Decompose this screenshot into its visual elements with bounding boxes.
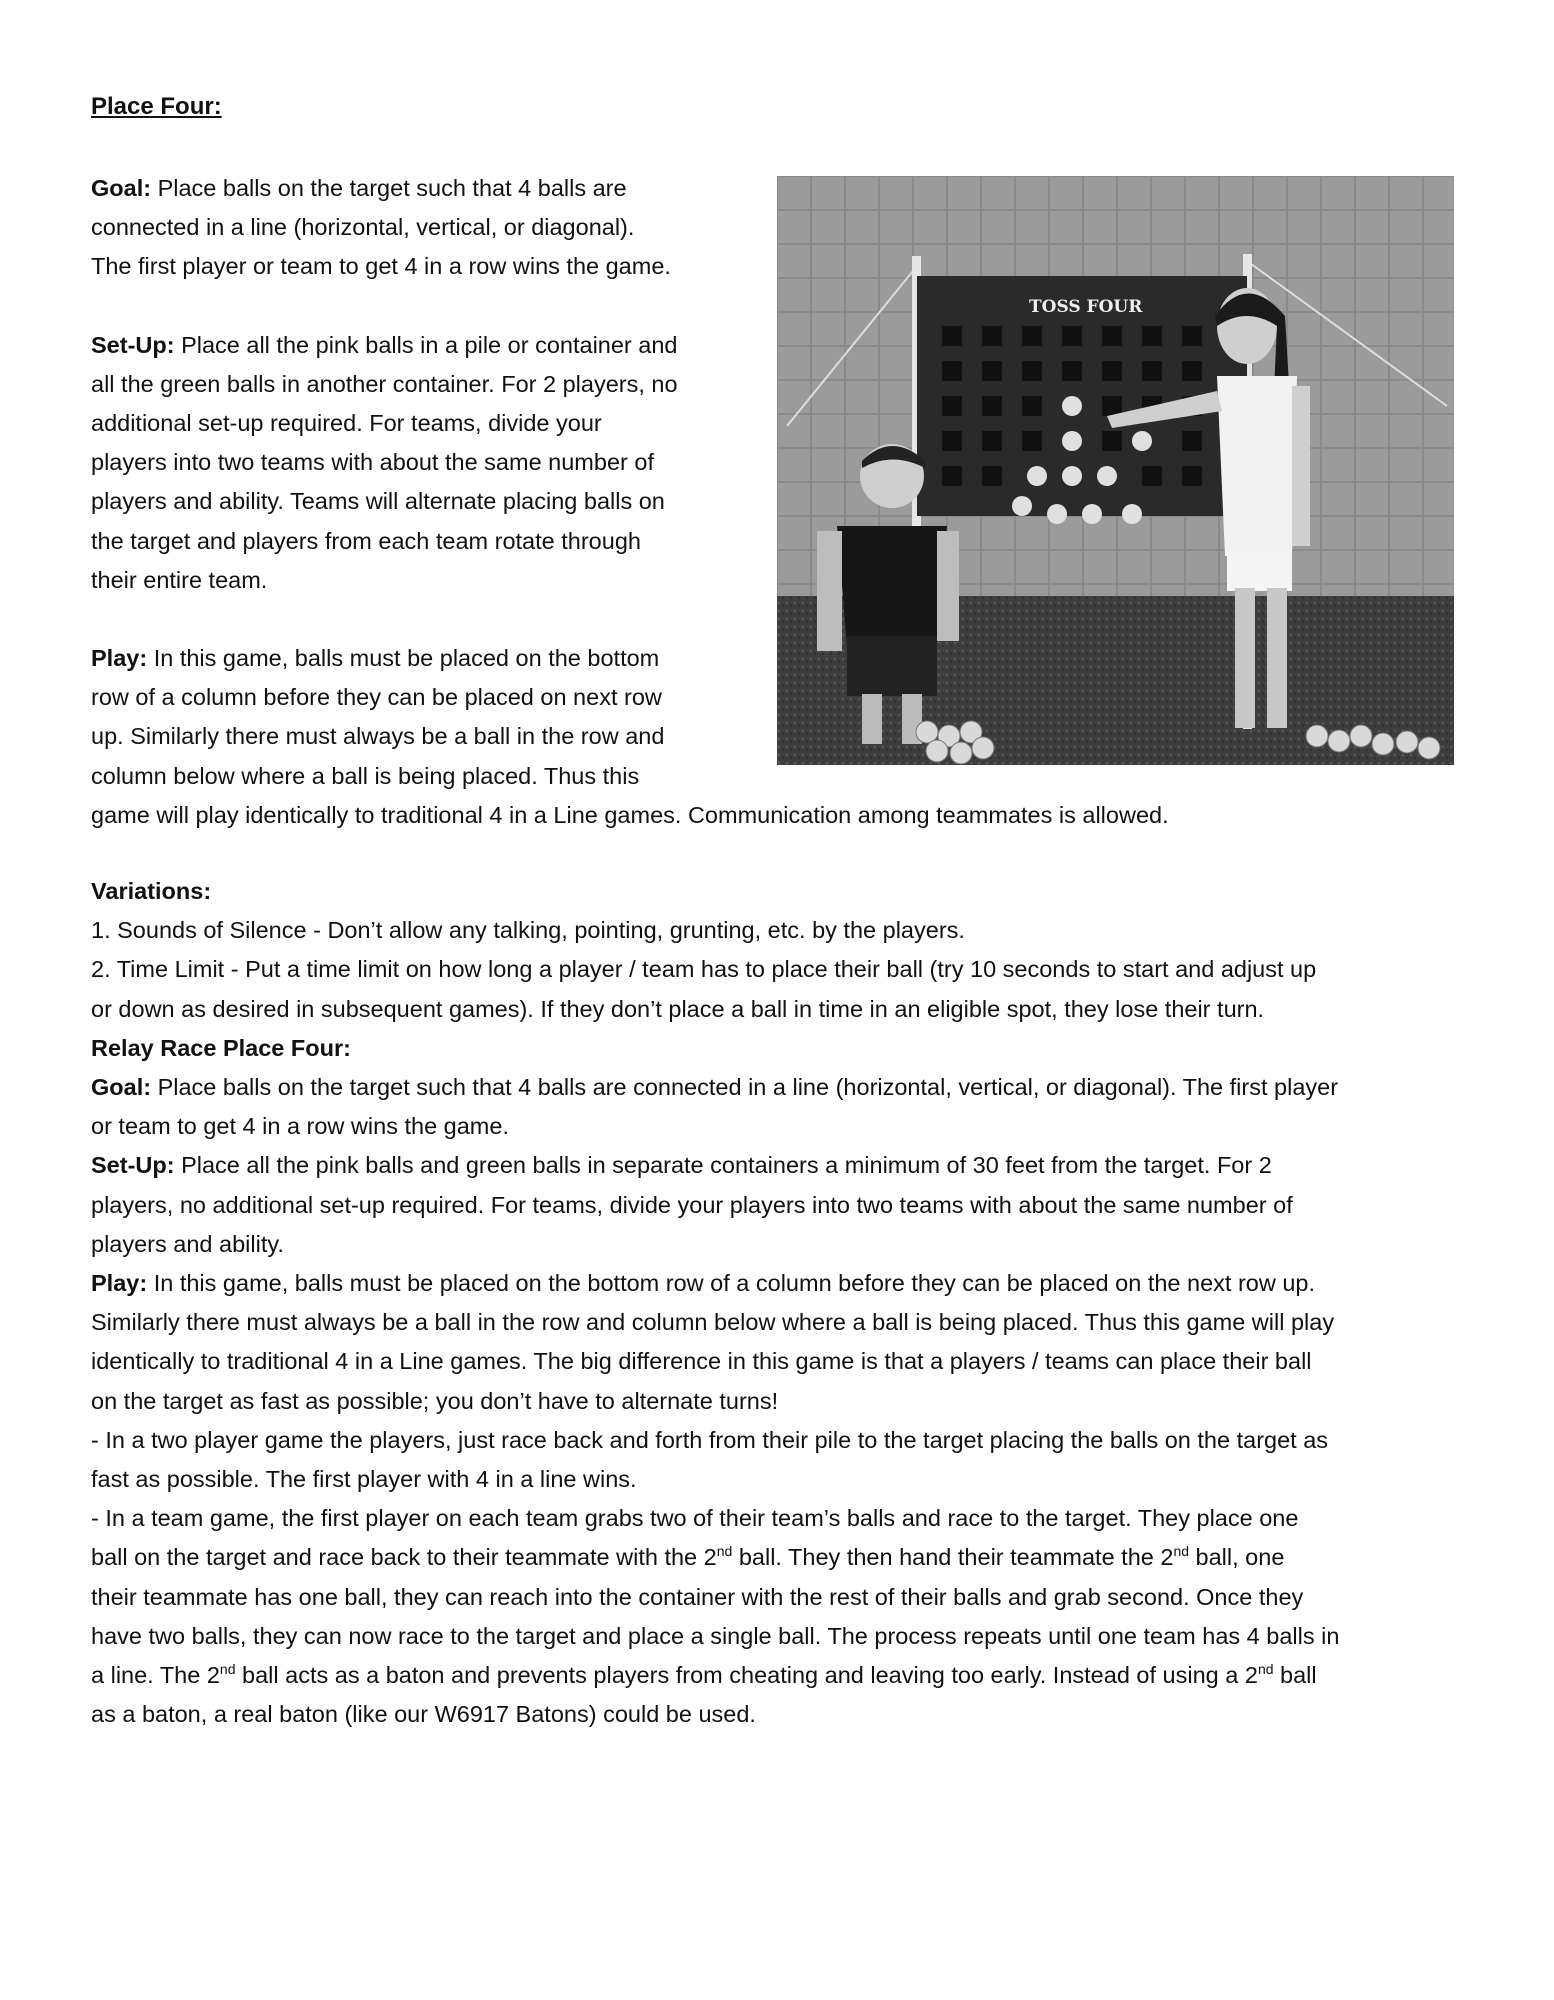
intro-setup-line: their entire team. [91,566,268,593]
intro-goal-line: connected in a line (horizontal, vertical, or diagonal). [91,214,635,241]
intro-setup-line: Set-Up: Place all the pink balls in a pile or container and [91,331,678,358]
intro-setup-line: additional set-up required. For teams, divide your [91,410,602,437]
page-title: Place Four: [91,93,222,120]
relay-setup-line: Set-Up: Place all the pink balls and green balls in separate containers a minimum of 30 feet from the target. For 2 [91,1152,1272,1179]
team-line: as a baton, a real baton (like our W6917 Batons) could be used. [91,1701,756,1728]
intro-goal-line: The first player or team to get 4 in a row wins the game. [91,253,671,280]
team-line: have two balls, they can now race to the target and place a single ball. The process repeats until one team has 4 balls in [91,1622,1340,1649]
team-line: - In a team game, the first player on each team grabs two of their team’s balls and race to the target. They place one [91,1505,1299,1532]
variation-item: 2. Time Limit - Put a time limit on how long a player / team has to place their ball (try 10 seconds to start and adjust up [91,956,1317,983]
goal-label: Goal: [91,175,152,201]
two-player-line: fast as possible. The first player with 4 in a line wins. [91,1466,637,1493]
intro-play-line: game will play identically to traditional 4 in a Line games. Communication among teammates is allowed. [91,801,1169,828]
relay-setup-line: players, no additional set-up required. For teams, divide your players into two teams with about the same number of [91,1191,1293,1218]
intro-goal-line: Goal: Place balls on the target such that 4 balls are [91,175,627,201]
relay-setup-line: players and ability. [91,1230,284,1257]
relay-goal-line: or team to get 4 in a row wins the game. [91,1113,509,1140]
team-line: a line. The 2nd ball acts as a baton and prevents players from cheating and leaving too early. Instead of using a 2nd ball [91,1661,1317,1689]
team-line: their teammate has one ball, they can reach into the container with the rest of their balls and grab second. Once they [91,1583,1304,1610]
variations-section [91,872,1339,1734]
intro-play-line: up. Similarly there must always be a ball in the row and [91,723,665,750]
intro-setup-line: all the green balls in another container. For 2 players, no [91,370,678,397]
variation-item: 1. Sounds of Silence - Don’t allow any talking, pointing, grunting, etc. by the players. [91,917,965,944]
relay-heading: Relay Race Place Four: [91,1034,351,1061]
intro-setup-line: players and ability. Teams will alternate placing balls on [91,488,665,515]
relay-play-line: Similarly there must always be a ball in the row and column below where a ball is being placed. Thus this game will play [91,1309,1335,1336]
relay-play-label: Play: [91,1270,148,1297]
variation-item: or down as desired in subsequent games). If they don’t place a ball in time in an eligible spot, they lose their turn. [91,995,1265,1022]
relay-play-line: Play: In this game, balls must be placed on the bottom row of a column before they can be placed on the next row up. [91,1270,1316,1297]
relay-play-line: on the target as fast as possible; you don’t have to alternate turns! [91,1387,779,1414]
relay-goal-line: Goal: Place balls on the target such that 4 balls are connected in a line (horizontal, vertical, or diagonal). The first player [91,1074,1339,1101]
intro-play-line: Play: In this game, balls must be placed on the bottom [91,645,660,672]
banner-text: TOSS FOUR [1029,297,1143,317]
intro-play-line: column below where a ball is being placed. Thus this [91,762,640,789]
relay-setup-label: Set-Up: [91,1152,175,1179]
intro-setup-line: players into two teams with about the same number of [91,449,654,476]
relay-goal-label: Goal: [91,1074,152,1101]
two-player-line: - In a two player game the players, just race back and forth from their pile to the target placing the balls on the target as [91,1426,1329,1453]
relay-play-line: identically to traditional 4 in a Line games. The big difference in this game is that a players / teams can place their ball [91,1348,1312,1375]
intro-setup-line: the target and players from each team rotate through [91,527,641,554]
toss-four-photo [777,176,1454,765]
variations-heading: Variations: [91,878,212,904]
play-label: Play: [91,645,148,672]
team-line: ball on the target and race back to their teammate with the 2nd ball. They then hand their teammate the 2nd ball, one [91,1543,1285,1571]
setup-label: Set-Up: [91,331,175,358]
intro-play-line: row of a column before they can be placed on next row [91,684,662,711]
